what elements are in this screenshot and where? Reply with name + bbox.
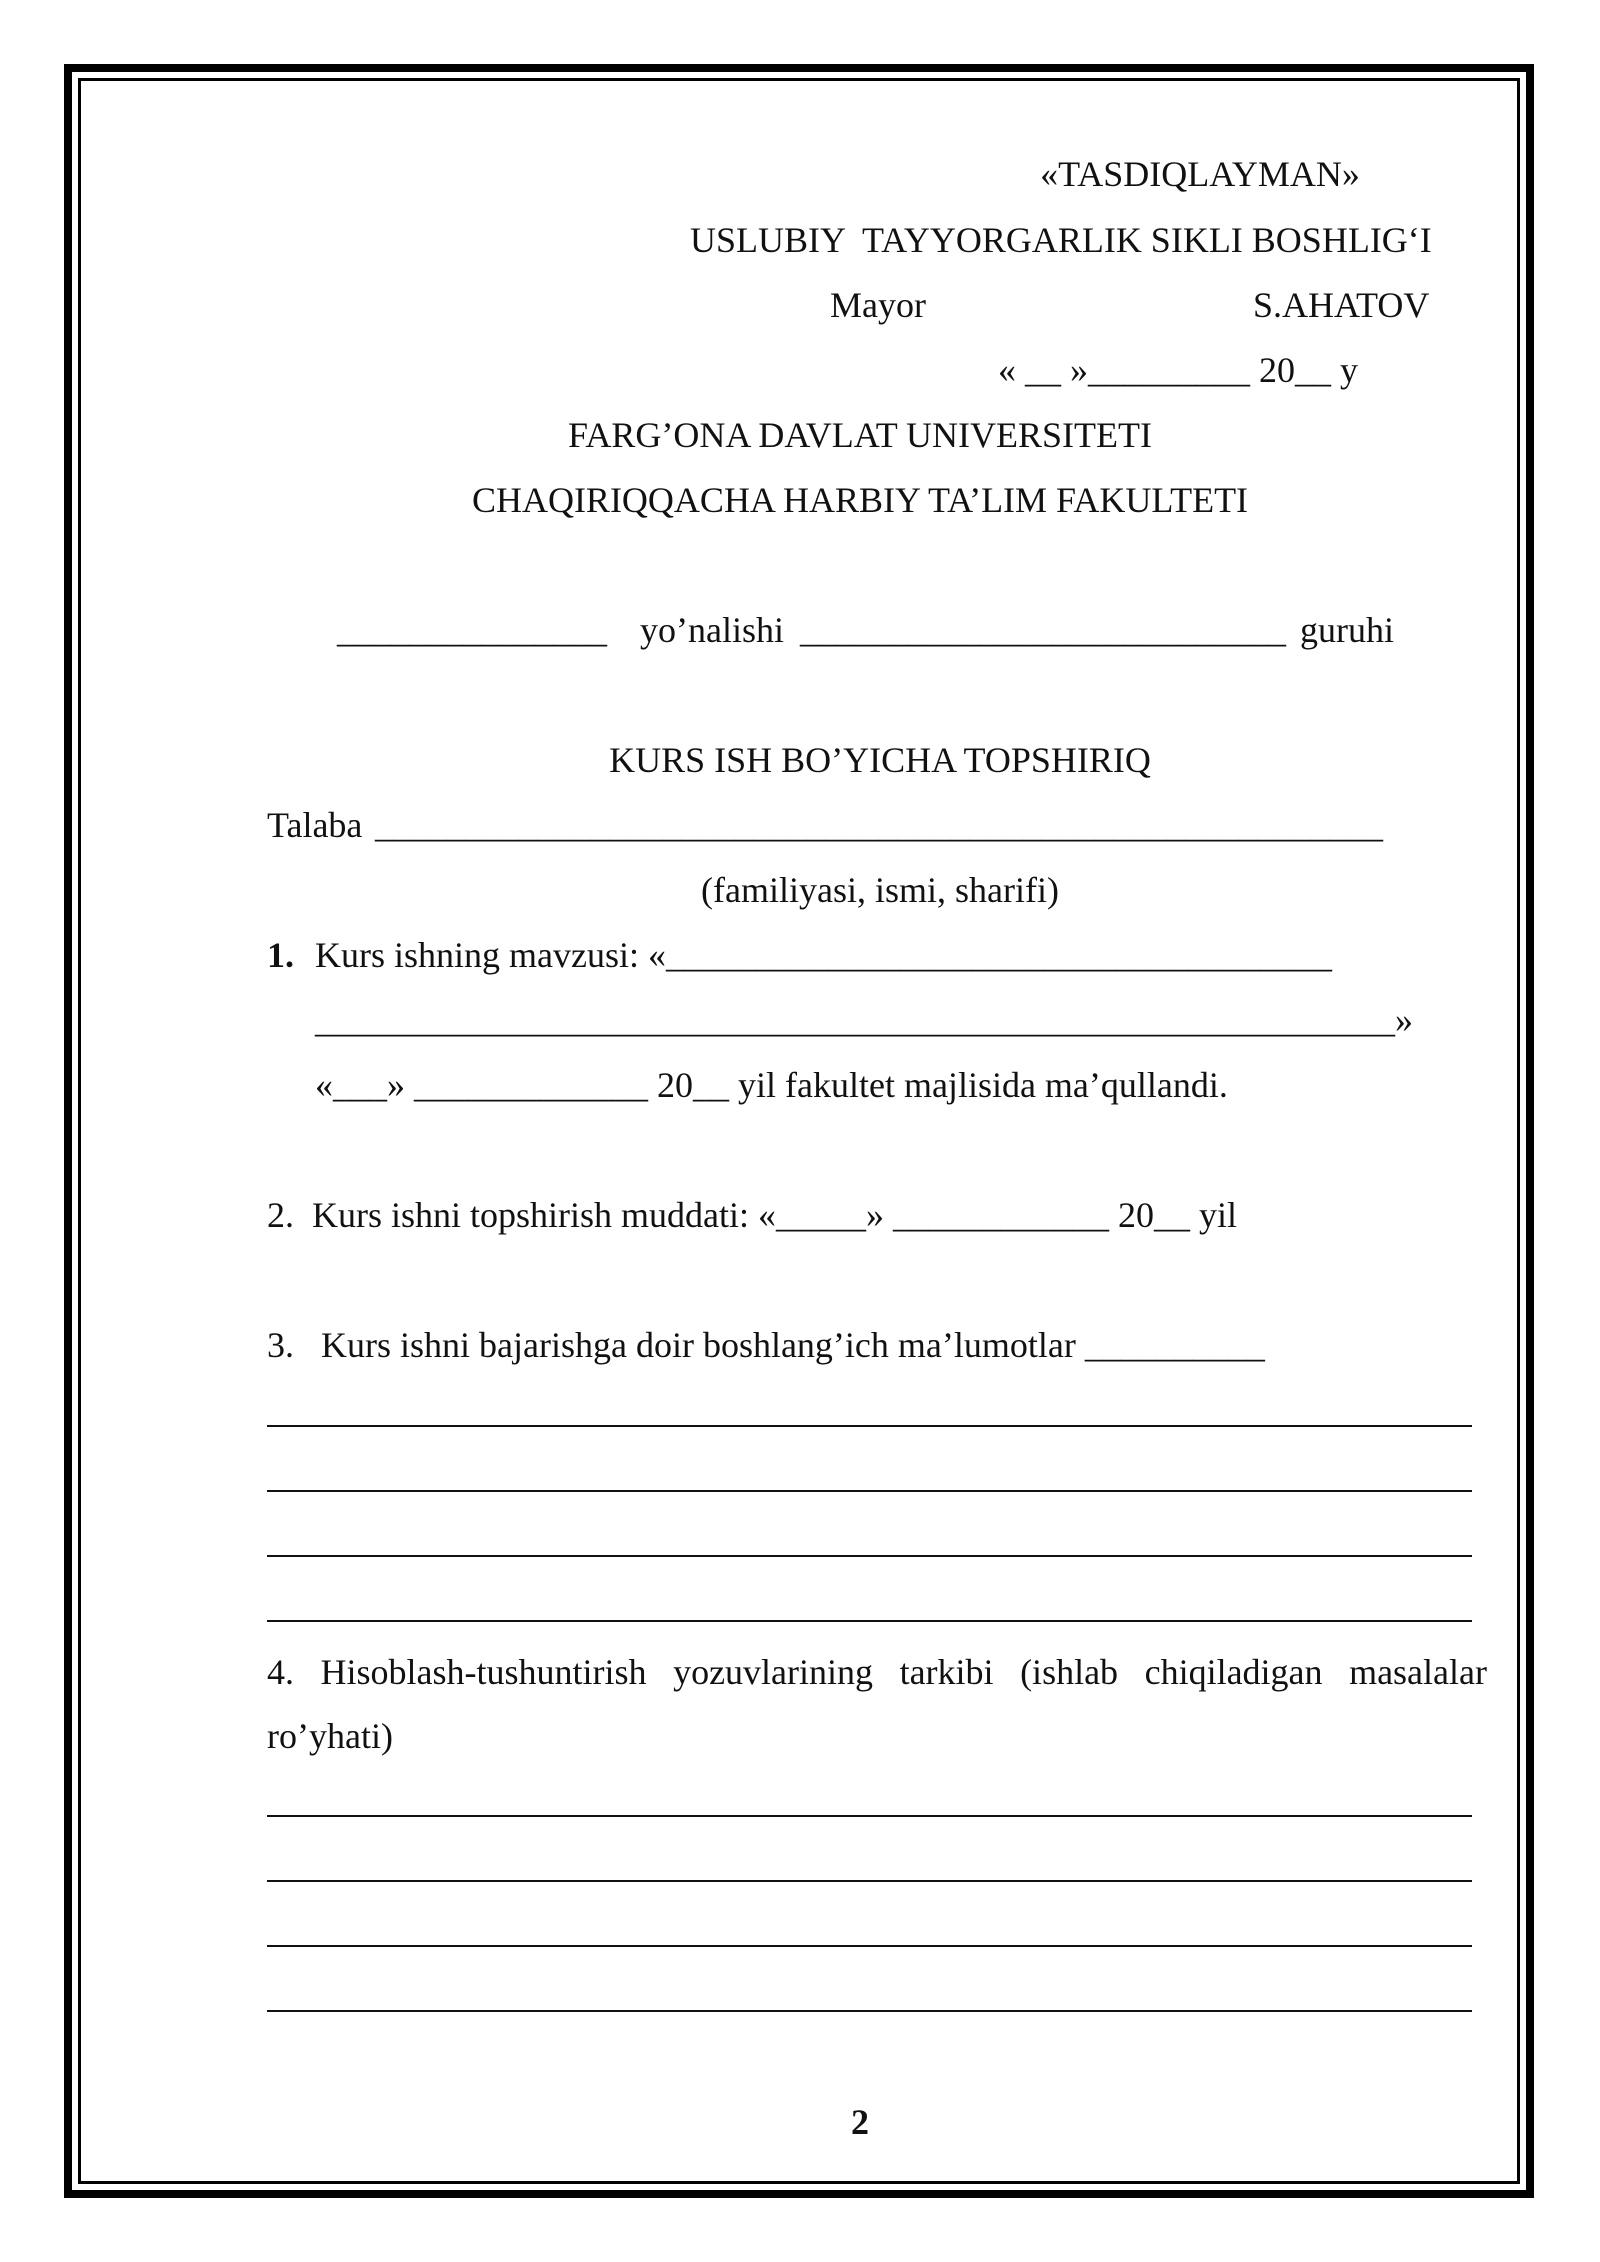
item4-answer-line (267, 1880, 1472, 1882)
direction-blank: _______________ (337, 610, 607, 650)
group-label: guruhi (1300, 610, 1394, 650)
item3-answer-line (267, 1490, 1472, 1492)
item1-line3: «___» _____________ 20__ yil fakultet majlisida ma’qullandi. (315, 1065, 1228, 1105)
item4-answer-line (267, 2010, 1472, 2012)
approval-rank: Mayor (830, 285, 926, 325)
item4-answer-line (267, 1815, 1472, 1817)
item3-answer-line (267, 1425, 1472, 1427)
item4-text: 4. Hisoblash-tushuntirish yozuvlarining tarkibi (ishlab chiqiladigan masalalar ro’yhati) (267, 1652, 1487, 1756)
approval-name: S.AHATOV (1253, 285, 1430, 325)
faculty-name: CHAQIRIQQACHA HARBIY TA’LIM FAKULTETI (471, 480, 1249, 520)
university-name: FARG’ONA DAVLAT UNIVERSITETI (568, 415, 1152, 455)
page-number: 2 (851, 2102, 869, 2142)
item3-text: 3. Kurs ishni bajarishga doir boshlang’ich ma’lumotlar __________ (267, 1325, 1265, 1365)
student-hint: (familiyasi, ismi, sharifi) (701, 870, 1059, 910)
item1-text: Kurs ishning mavzusi: «_____________________________________ (315, 935, 1332, 975)
item2-text: 2. Kurs ishni topshirish muddati: «_____» ____________ 20__ yil (267, 1195, 1238, 1235)
approval-position: USLUBIY TAYYORGARLIK SIKLI BOSHLIG‘I (690, 220, 1432, 260)
student-blank: ________________________________________________________ (375, 805, 1383, 845)
group-blank: ___________________________ (800, 610, 1286, 650)
item3-answer-line (267, 1620, 1472, 1622)
assignment-title: KURS ISH BO’YICHA TOPSHIRIQ (609, 740, 1151, 780)
item3-answer-line (267, 1555, 1472, 1557)
direction-label: yo’nalishi (640, 610, 784, 650)
approval-date-line: « __ »_________ 20__ y (998, 350, 1358, 390)
item4-answer-line (267, 1945, 1472, 1947)
item1-line2: ____________________________________________________________» (315, 1000, 1413, 1040)
approval-heading: «TASDIQLAYMAN» (1040, 154, 1360, 194)
student-label: Talaba (267, 805, 363, 845)
page-border-inner (78, 78, 1520, 2184)
item1-number: 1. (267, 935, 294, 975)
